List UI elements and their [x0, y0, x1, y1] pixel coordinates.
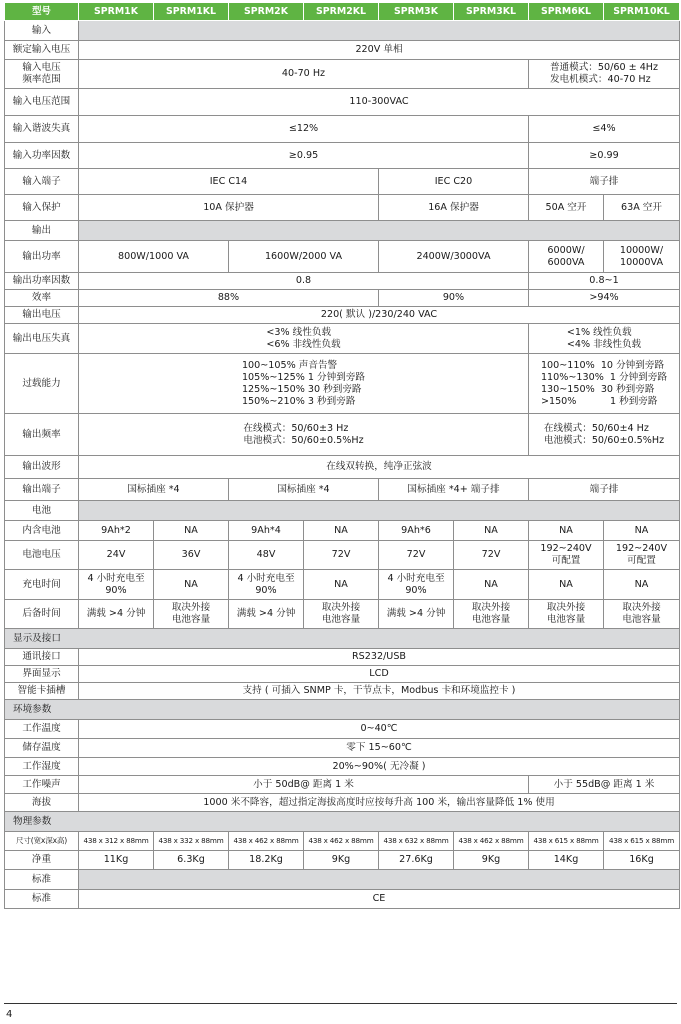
header-sprm3k: SPRM3K — [379, 3, 454, 21]
cell-value: CE — [79, 890, 680, 909]
table-row — [5, 195, 680, 221]
table-row — [5, 290, 680, 307]
table-row — [5, 890, 680, 909]
table-row — [5, 241, 680, 273]
cell-value: 在线双转换，纯净正弦波 — [79, 456, 680, 479]
cell-value: 小于 55dB@ 距离 1 米 — [529, 776, 680, 794]
cell-value: 取决外接 电池容量 — [154, 600, 229, 629]
section-battery — [5, 501, 680, 521]
cell-value: 11Kg — [79, 851, 154, 870]
table-row — [5, 776, 680, 794]
cell-value: 20%~90%( 无冷凝 ) — [79, 758, 680, 776]
table-row — [5, 758, 680, 776]
cell-value: 24V — [79, 541, 154, 570]
cell-value: 800W/1000 VA — [79, 241, 229, 273]
row-label: 额定输入电压 — [5, 41, 79, 60]
cell-value: 27.6Kg — [379, 851, 454, 870]
row-label: 充电时间 — [5, 570, 79, 600]
section-title: 标准 — [5, 870, 79, 890]
cell-value: LCD — [79, 666, 680, 683]
cell-value: 48V — [229, 541, 304, 570]
row-label: 智能卡插槽 — [5, 683, 79, 700]
cell-value: 满载 >4 分钟 — [379, 600, 454, 629]
row-label: 输入功率因数 — [5, 143, 79, 169]
section-title: 电池 — [5, 501, 79, 521]
table-row — [5, 649, 680, 666]
table-row — [5, 683, 680, 700]
table-row — [5, 666, 680, 683]
cell-value: NA — [454, 570, 529, 600]
cell-value: 9Kg — [454, 851, 529, 870]
cell-value: 72V — [304, 541, 379, 570]
footer-divider — [4, 1003, 677, 1004]
table-row — [5, 307, 680, 324]
row-label: 工作温度 — [5, 720, 79, 739]
cell-value: 88% — [79, 290, 379, 307]
row-label: 工作湿度 — [5, 758, 79, 776]
cell-value: 10000W/ 10000VA — [604, 241, 680, 273]
cell-value: 国标插座 *4 — [229, 479, 379, 501]
cell-value: 9Ah*4 — [229, 521, 304, 541]
header-sprm3kl: SPRM3KL — [454, 3, 529, 21]
cell-value: 4 小时充电至 90% — [229, 570, 304, 600]
section-title: 显示及接口 — [5, 629, 680, 649]
cell-value: 192~240V 可配置 — [529, 541, 604, 570]
cell-value: 1600W/2000 VA — [229, 241, 379, 273]
table-row — [5, 324, 680, 354]
table-row — [5, 41, 680, 60]
row-label: 输入电压范围 — [5, 89, 79, 116]
cell-value: 4 小时充电至 90% — [79, 570, 154, 600]
row-label: 输出功率 — [5, 241, 79, 273]
table-row — [5, 169, 680, 195]
table-row — [5, 720, 680, 739]
section-phys — [5, 812, 680, 832]
cell-value: 72V — [379, 541, 454, 570]
cell-value: 普通模式：50/60 ± 4Hz 发电机模式：40-70 Hz — [529, 60, 680, 89]
row-label: 输出频率 — [5, 414, 79, 456]
cell-value: 端子排 — [529, 169, 680, 195]
cell-value: 438 x 615 x 88mm — [604, 832, 680, 851]
table-row — [5, 116, 680, 143]
row-label: 海拔 — [5, 794, 79, 812]
cell-value: 满载 >4 分钟 — [229, 600, 304, 629]
cell-value: 0.8~1 — [529, 273, 680, 290]
page-number: 4 — [6, 1009, 13, 1020]
cell-value: ≤12% — [79, 116, 529, 143]
row-label: 电池电压 — [5, 541, 79, 570]
cell-value: 16A 保护器 — [379, 195, 529, 221]
cell-value: 14Kg — [529, 851, 604, 870]
row-label: 过载能力 — [5, 354, 79, 414]
cell-value: 72V — [454, 541, 529, 570]
cell-value: 1000 米不降容，超过指定海拔高度时应按每升高 100 米，输出容量降低 1% 使用 — [79, 794, 680, 812]
cell-value: NA — [154, 570, 229, 600]
cell-value: 438 x 462 x 88mm — [304, 832, 379, 851]
section-title: 环境参数 — [5, 700, 680, 720]
cell-value: 438 x 615 x 88mm — [529, 832, 604, 851]
table-row — [5, 541, 680, 570]
header-sprm6kl: SPRM6KL — [529, 3, 604, 21]
table-row — [5, 570, 680, 600]
row-label: 工作噪声 — [5, 776, 79, 794]
cell-value: IEC C14 — [79, 169, 379, 195]
table-row — [5, 273, 680, 290]
cell-value: 438 x 632 x 88mm — [379, 832, 454, 851]
cell-value: NA — [604, 570, 680, 600]
cell-value: 192~240V 可配置 — [604, 541, 680, 570]
cell-value: 取决外接 电池容量 — [454, 600, 529, 629]
cell-value: 438 x 462 x 88mm — [229, 832, 304, 851]
cell-value: 小于 50dB@ 距离 1 米 — [79, 776, 529, 794]
cell-value: 40-70 Hz — [79, 60, 529, 89]
cell-value: NA — [304, 570, 379, 600]
cell-value: <1% 线性负载 <4% 非线性负载 — [529, 324, 680, 354]
cell-value: 90% — [379, 290, 529, 307]
row-label: 输出功率因数 — [5, 273, 79, 290]
table-row — [5, 832, 680, 851]
cell-value: ≥0.99 — [529, 143, 680, 169]
cell-value: 满载 >4 分钟 — [79, 600, 154, 629]
cell-value: ≥0.95 — [79, 143, 529, 169]
table-row — [5, 739, 680, 758]
row-label: 输入保护 — [5, 195, 79, 221]
cell-value: 9Kg — [304, 851, 379, 870]
row-label: 输出电压失真 — [5, 324, 79, 354]
cell-value: 端子排 — [529, 479, 680, 501]
table-row — [5, 600, 680, 629]
cell-value: 9Ah*6 — [379, 521, 454, 541]
cell-value: 9Ah*2 — [79, 521, 154, 541]
table-row — [5, 521, 680, 541]
cell-value: 支持 ( 可插入 SNMP 卡，干节点卡，Modbus 卡和环境监控卡 ) — [79, 683, 680, 700]
cell-value: 110-300VAC — [79, 89, 680, 116]
cell-value: NA — [304, 521, 379, 541]
table-row — [5, 414, 680, 456]
cell-value: NA — [604, 521, 680, 541]
row-label: 标准 — [5, 890, 79, 909]
row-label: 输入电压 频率范围 — [5, 60, 79, 89]
table-row — [5, 479, 680, 501]
cell-value: 零下 15~60℃ — [79, 739, 680, 758]
cell-value: 取决外接 电池容量 — [604, 600, 680, 629]
header-sprm1k: SPRM1K — [79, 3, 154, 21]
cell-value: <3% 线性负载 <6% 非线性负载 — [79, 324, 529, 354]
header-sprm2kl: SPRM2KL — [304, 3, 379, 21]
table-row — [5, 456, 680, 479]
cell-value: 16Kg — [604, 851, 680, 870]
cell-value: NA — [529, 521, 604, 541]
section-title: 输出 — [5, 221, 79, 241]
row-label: 输入谐波失真 — [5, 116, 79, 143]
row-label: 内含电池 — [5, 521, 79, 541]
header-sprm2k: SPRM2K — [229, 3, 304, 21]
cell-value: 438 x 462 x 88mm — [454, 832, 529, 851]
cell-value: 438 x 312 x 88mm — [79, 832, 154, 851]
cell-value: 4 小时充电至 90% — [379, 570, 454, 600]
header-sprm1kl: SPRM1KL — [154, 3, 229, 21]
cell-value: 220( 默认 )/230/240 VAC — [79, 307, 680, 324]
row-label: 效率 — [5, 290, 79, 307]
cell-value: >94% — [529, 290, 680, 307]
spec-table — [4, 2, 680, 909]
row-label: 通讯接口 — [5, 649, 79, 666]
cell-value: NA — [154, 521, 229, 541]
row-label: 后备时间 — [5, 600, 79, 629]
cell-value: ≤4% — [529, 116, 680, 143]
section-display — [5, 629, 680, 649]
cell-value: 220V 单相 — [79, 41, 680, 60]
cell-value: 0~40℃ — [79, 720, 680, 739]
table-row — [5, 143, 680, 169]
row-label: 净重 — [5, 851, 79, 870]
cell-value: IEC C20 — [379, 169, 529, 195]
row-label: 输出电压 — [5, 307, 79, 324]
cell-value: 取决外接 电池容量 — [304, 600, 379, 629]
cell-value: 10A 保护器 — [79, 195, 379, 221]
cell-value: 36V — [154, 541, 229, 570]
cell-value: 取决外接 电池容量 — [529, 600, 604, 629]
cell-value: 50A 空开 — [529, 195, 604, 221]
row-label: 输出波形 — [5, 456, 79, 479]
cell-value: 100~105% 声音告警 105%~125% 1 分钟到旁路 125%~150% 30 秒到旁路 150%~210% 3 秒到旁路 — [79, 354, 529, 414]
cell-value: 18.2Kg — [229, 851, 304, 870]
section-output — [5, 221, 680, 241]
row-label: 储存温度 — [5, 739, 79, 758]
section-std — [5, 870, 680, 890]
header-row — [5, 3, 680, 21]
cell-value: 0.8 — [79, 273, 529, 290]
cell-value: 6000W/ 6000VA — [529, 241, 604, 273]
row-label: 界面显示 — [5, 666, 79, 683]
cell-value: NA — [529, 570, 604, 600]
cell-value: 438 x 332 x 88mm — [154, 832, 229, 851]
cell-value: 6.3Kg — [154, 851, 229, 870]
header-model: 型号 — [5, 3, 79, 21]
header-sprm10kl: SPRM10KL — [604, 3, 680, 21]
cell-value: 63A 空开 — [604, 195, 680, 221]
section-input — [5, 21, 680, 41]
cell-value: 100~110% 10 分钟到旁路 110%~130% 1 分钟到旁路 130~150% 30 秒到旁路 >150% 1 秒到旁路 — [529, 354, 680, 414]
row-label: 尺寸(宽x深x高) — [5, 832, 79, 851]
table-row — [5, 354, 680, 414]
cell-value: RS232/USB — [79, 649, 680, 666]
cell-value: 2400W/3000VA — [379, 241, 529, 273]
section-title: 输入 — [5, 21, 79, 41]
section-title: 物理参数 — [5, 812, 680, 832]
cell-value: NA — [454, 521, 529, 541]
cell-value: 国标插座 *4+ 端子排 — [379, 479, 529, 501]
cell-value: 国标插座 *4 — [79, 479, 229, 501]
table-row — [5, 60, 680, 89]
section-env — [5, 700, 680, 720]
table-row — [5, 851, 680, 870]
table-row — [5, 794, 680, 812]
row-label: 输出端子 — [5, 479, 79, 501]
cell-value: 在线模式：50/60±4 Hz 电池模式：50/60±0.5%Hz — [529, 414, 680, 456]
table-row — [5, 89, 680, 116]
cell-value: 在线模式：50/60±3 Hz 电池模式：50/60±0.5%Hz — [79, 414, 529, 456]
row-label: 输入端子 — [5, 169, 79, 195]
